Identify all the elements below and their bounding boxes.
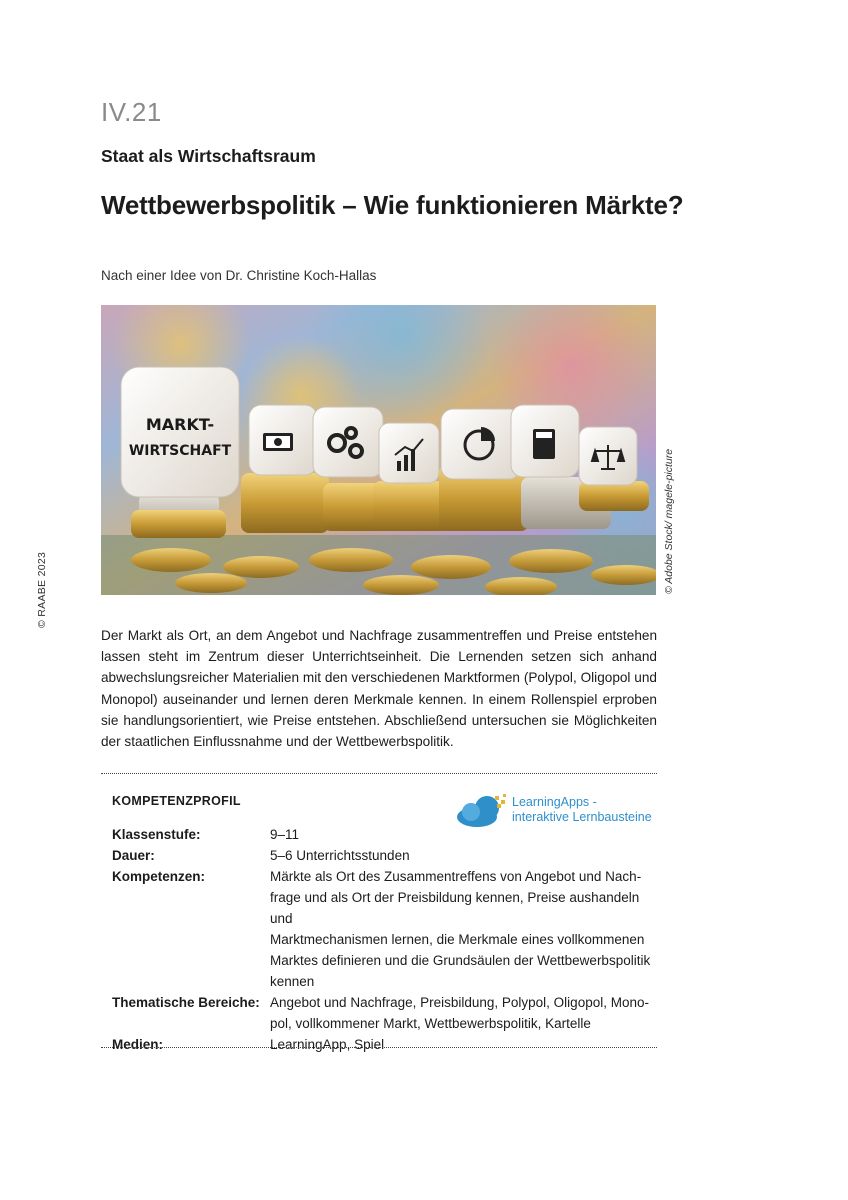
logo-line: interaktive Lernbausteine bbox=[512, 810, 652, 824]
logo-line: LearningApps - bbox=[512, 795, 597, 809]
dotted-divider-top bbox=[101, 773, 657, 774]
profile-row bbox=[112, 992, 652, 1034]
value-line: pol, vollkommener Markt, Wettbewerbspolitik, Kartelle bbox=[270, 1016, 591, 1031]
intro-line: steht im Zentrum dieser Unterrichtseinheit. Die Lernenden setzen sich anhand abwechslungsreicher bbox=[101, 649, 657, 686]
dice-label-line1: MARKT- bbox=[145, 415, 215, 434]
profile-row bbox=[112, 824, 652, 845]
learningapps-text bbox=[512, 795, 652, 825]
row-label: Thematische Bereiche: bbox=[112, 995, 260, 1010]
author-line: Nach einer Idee von Dr. Christine Koch-Hallas bbox=[101, 268, 377, 283]
value-line: Angebot und Nachfrage, Preisbildung, Polypol, Oligopol, Mono- bbox=[270, 995, 649, 1010]
money-icon bbox=[263, 433, 293, 451]
row-value bbox=[270, 824, 652, 845]
side-copyright: © RAABE 2023 bbox=[36, 551, 48, 628]
dotted-divider-bottom bbox=[101, 1047, 657, 1048]
profile-row bbox=[112, 866, 652, 992]
value-line: 5–6 Unterrichtsstunden bbox=[270, 848, 410, 863]
dice-label-line2: WIRTSCHAFT bbox=[128, 443, 232, 459]
intro-paragraph bbox=[101, 625, 657, 752]
value-line: 9–11 bbox=[270, 827, 300, 842]
series-title: Staat als Wirtschaftsraum bbox=[101, 146, 316, 166]
image-credit: © Adobe Stock/ magele-picture bbox=[663, 448, 675, 594]
intro-line: Materialien mit den verschiedenen Marktformen (Polypol, Oligopol und Monopol) auseinander bbox=[101, 670, 657, 707]
intro-line: der Wettbewerbspolitik. bbox=[312, 734, 454, 750]
row-value bbox=[270, 845, 652, 866]
hero-image bbox=[101, 305, 656, 595]
cloud-icon bbox=[457, 794, 506, 827]
intro-line: und lernen deren Merkmale kennen. In einem Rollenspiel erproben sie handlungsorientiert, wie bbox=[101, 691, 657, 728]
profile-row bbox=[112, 1034, 652, 1055]
value-line: Marktes definieren und die Grundsäulen der Wettbewerbspolitik bbox=[270, 953, 651, 968]
value-line: LearningApp, Spiel bbox=[270, 1037, 385, 1052]
value-line: Märkte als Ort des Zusammentreffens von Angebot und Nach- bbox=[270, 869, 642, 884]
value-line: frage und als Ort der Preisbildung kennen, Preise aushandeln und bbox=[270, 890, 640, 926]
chapter-number: IV.21 bbox=[101, 97, 162, 127]
profile-row bbox=[112, 845, 652, 866]
value-line: kennen bbox=[270, 974, 315, 989]
profile-heading: KOMPETENZPROFIL bbox=[112, 794, 241, 808]
profile-table bbox=[112, 824, 652, 1055]
page-title: Wettbewerbspolitik – Wie funktionieren Märkte? bbox=[101, 190, 684, 220]
calculator-icon bbox=[533, 429, 555, 459]
row-label: Kompetenzen: bbox=[112, 869, 206, 884]
row-label: Medien: bbox=[112, 1037, 164, 1052]
intro-line: Der Markt als Ort, an dem Angebot und Nachfrage zusammentreffen und Preise entstehen lassen bbox=[101, 628, 657, 665]
row-value bbox=[270, 1034, 652, 1055]
row-value bbox=[270, 866, 652, 992]
row-value bbox=[270, 992, 652, 1034]
value-line: Marktmechanismen lernen, die Merkmale eines vollkommenen bbox=[270, 932, 645, 947]
row-label: Dauer: bbox=[112, 848, 155, 863]
row-label: Klassenstufe: bbox=[112, 827, 201, 842]
intro-line: Preise entstehen. Abschließend untersuchen sie Möglichkeiten der staatlichen Einflussnahme und bbox=[101, 712, 657, 750]
